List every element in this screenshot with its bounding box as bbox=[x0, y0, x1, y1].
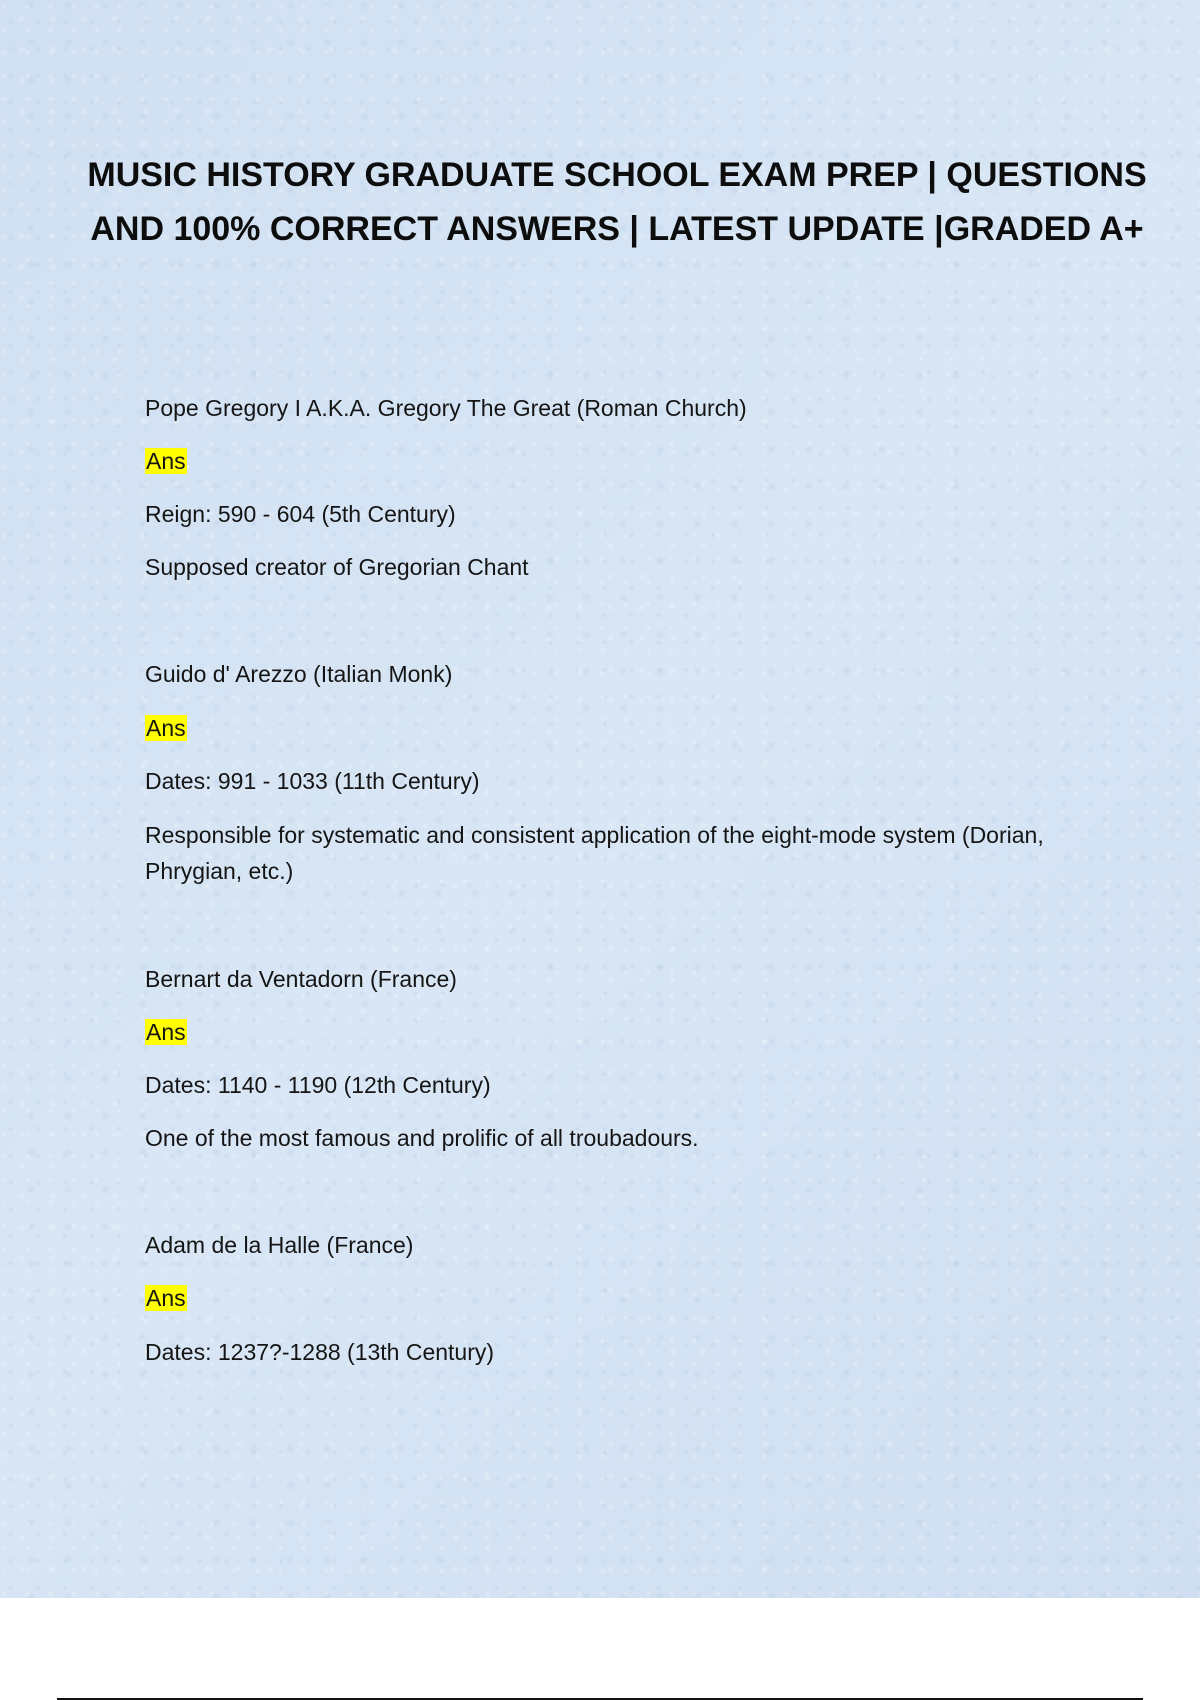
answer-text: Dates: 1237?-1288 (13th Century) bbox=[145, 1339, 495, 1365]
ans-label-row bbox=[145, 710, 187, 746]
ans-highlight: Ans bbox=[146, 448, 186, 474]
question-text: Guido d' Arezzo (Italian Monk) bbox=[145, 661, 453, 687]
ans-highlight: Ans bbox=[146, 1285, 186, 1311]
document-title: MUSIC HISTORY GRADUATE SCHOOL EXAM PREP | QUESTIONS AND 100% CORRECT ANSWERS | LATEST UPDATE |GRADED A+ bbox=[87, 156, 1147, 248]
answer-text: Dates: 991 - 1033 (11th Century) bbox=[145, 768, 480, 794]
ans-label-row bbox=[145, 1014, 187, 1050]
answer-text: Responsible for systematic and consistent application of the eight-mode system (Dorian, Phrygian, etc.) bbox=[145, 822, 1044, 884]
question-text: Pope Gregory I A.K.A. Gregory The Great (Roman Church) bbox=[145, 395, 747, 421]
answer-text: Supposed creator of Gregorian Chant bbox=[145, 554, 529, 580]
answer-text: Reign: 590 - 604 (5th Century) bbox=[145, 501, 456, 527]
ans-label-row bbox=[145, 443, 187, 479]
ans-label-row bbox=[145, 1280, 187, 1316]
question-text: Adam de la Halle (France) bbox=[145, 1232, 414, 1258]
question-text: Bernart da Ventadorn (France) bbox=[145, 966, 457, 992]
ans-highlight: Ans bbox=[146, 715, 186, 741]
ans-highlight: Ans bbox=[146, 1019, 186, 1045]
answer-text: One of the most famous and prolific of all troubadours. bbox=[145, 1125, 699, 1151]
answer-text: Dates: 1140 - 1190 (12th Century) bbox=[145, 1072, 491, 1098]
